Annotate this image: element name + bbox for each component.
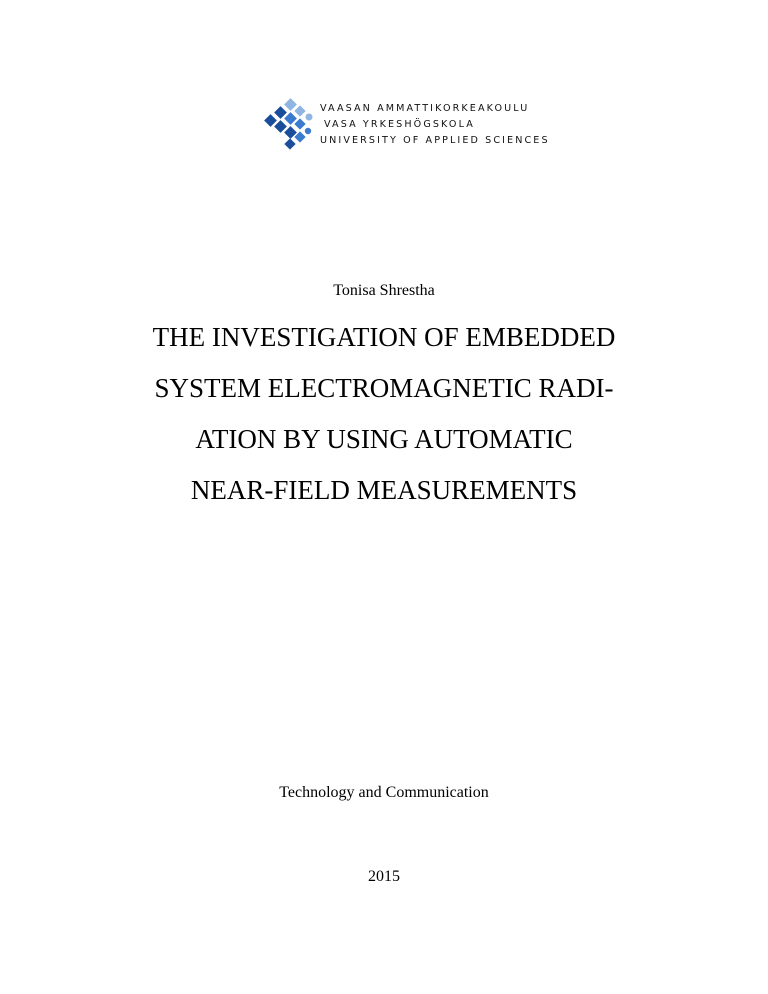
- institution-logo: [262, 98, 552, 152]
- institution-name-swedish: VASA YRKESHÖGSKOLA: [324, 119, 475, 130]
- thesis-title-line: ATION BY USING AUTOMATIC: [195, 424, 573, 454]
- thesis-title-line: THE INVESTIGATION OF EMBEDDED: [152, 322, 616, 352]
- thesis-title: [0, 312, 768, 516]
- diamond-grid-logo-icon: [262, 98, 322, 152]
- thesis-title-line: SYSTEM ELECTROMAGNETIC RADI-: [154, 373, 614, 403]
- institution-name: [320, 101, 550, 149]
- publication-year: 2015: [368, 868, 400, 885]
- degree-programme: Technology and Communication: [279, 784, 489, 801]
- thesis-title-line: NEAR-FIELD MEASUREMENTS: [190, 475, 578, 505]
- author-name: Tonisa Shrestha: [333, 282, 435, 299]
- institution-name-finnish: VAASAN AMMATTIKORKEAKOULU: [320, 103, 530, 114]
- institution-name-english: UNIVERSITY OF APPLIED SCIENCES: [320, 135, 550, 146]
